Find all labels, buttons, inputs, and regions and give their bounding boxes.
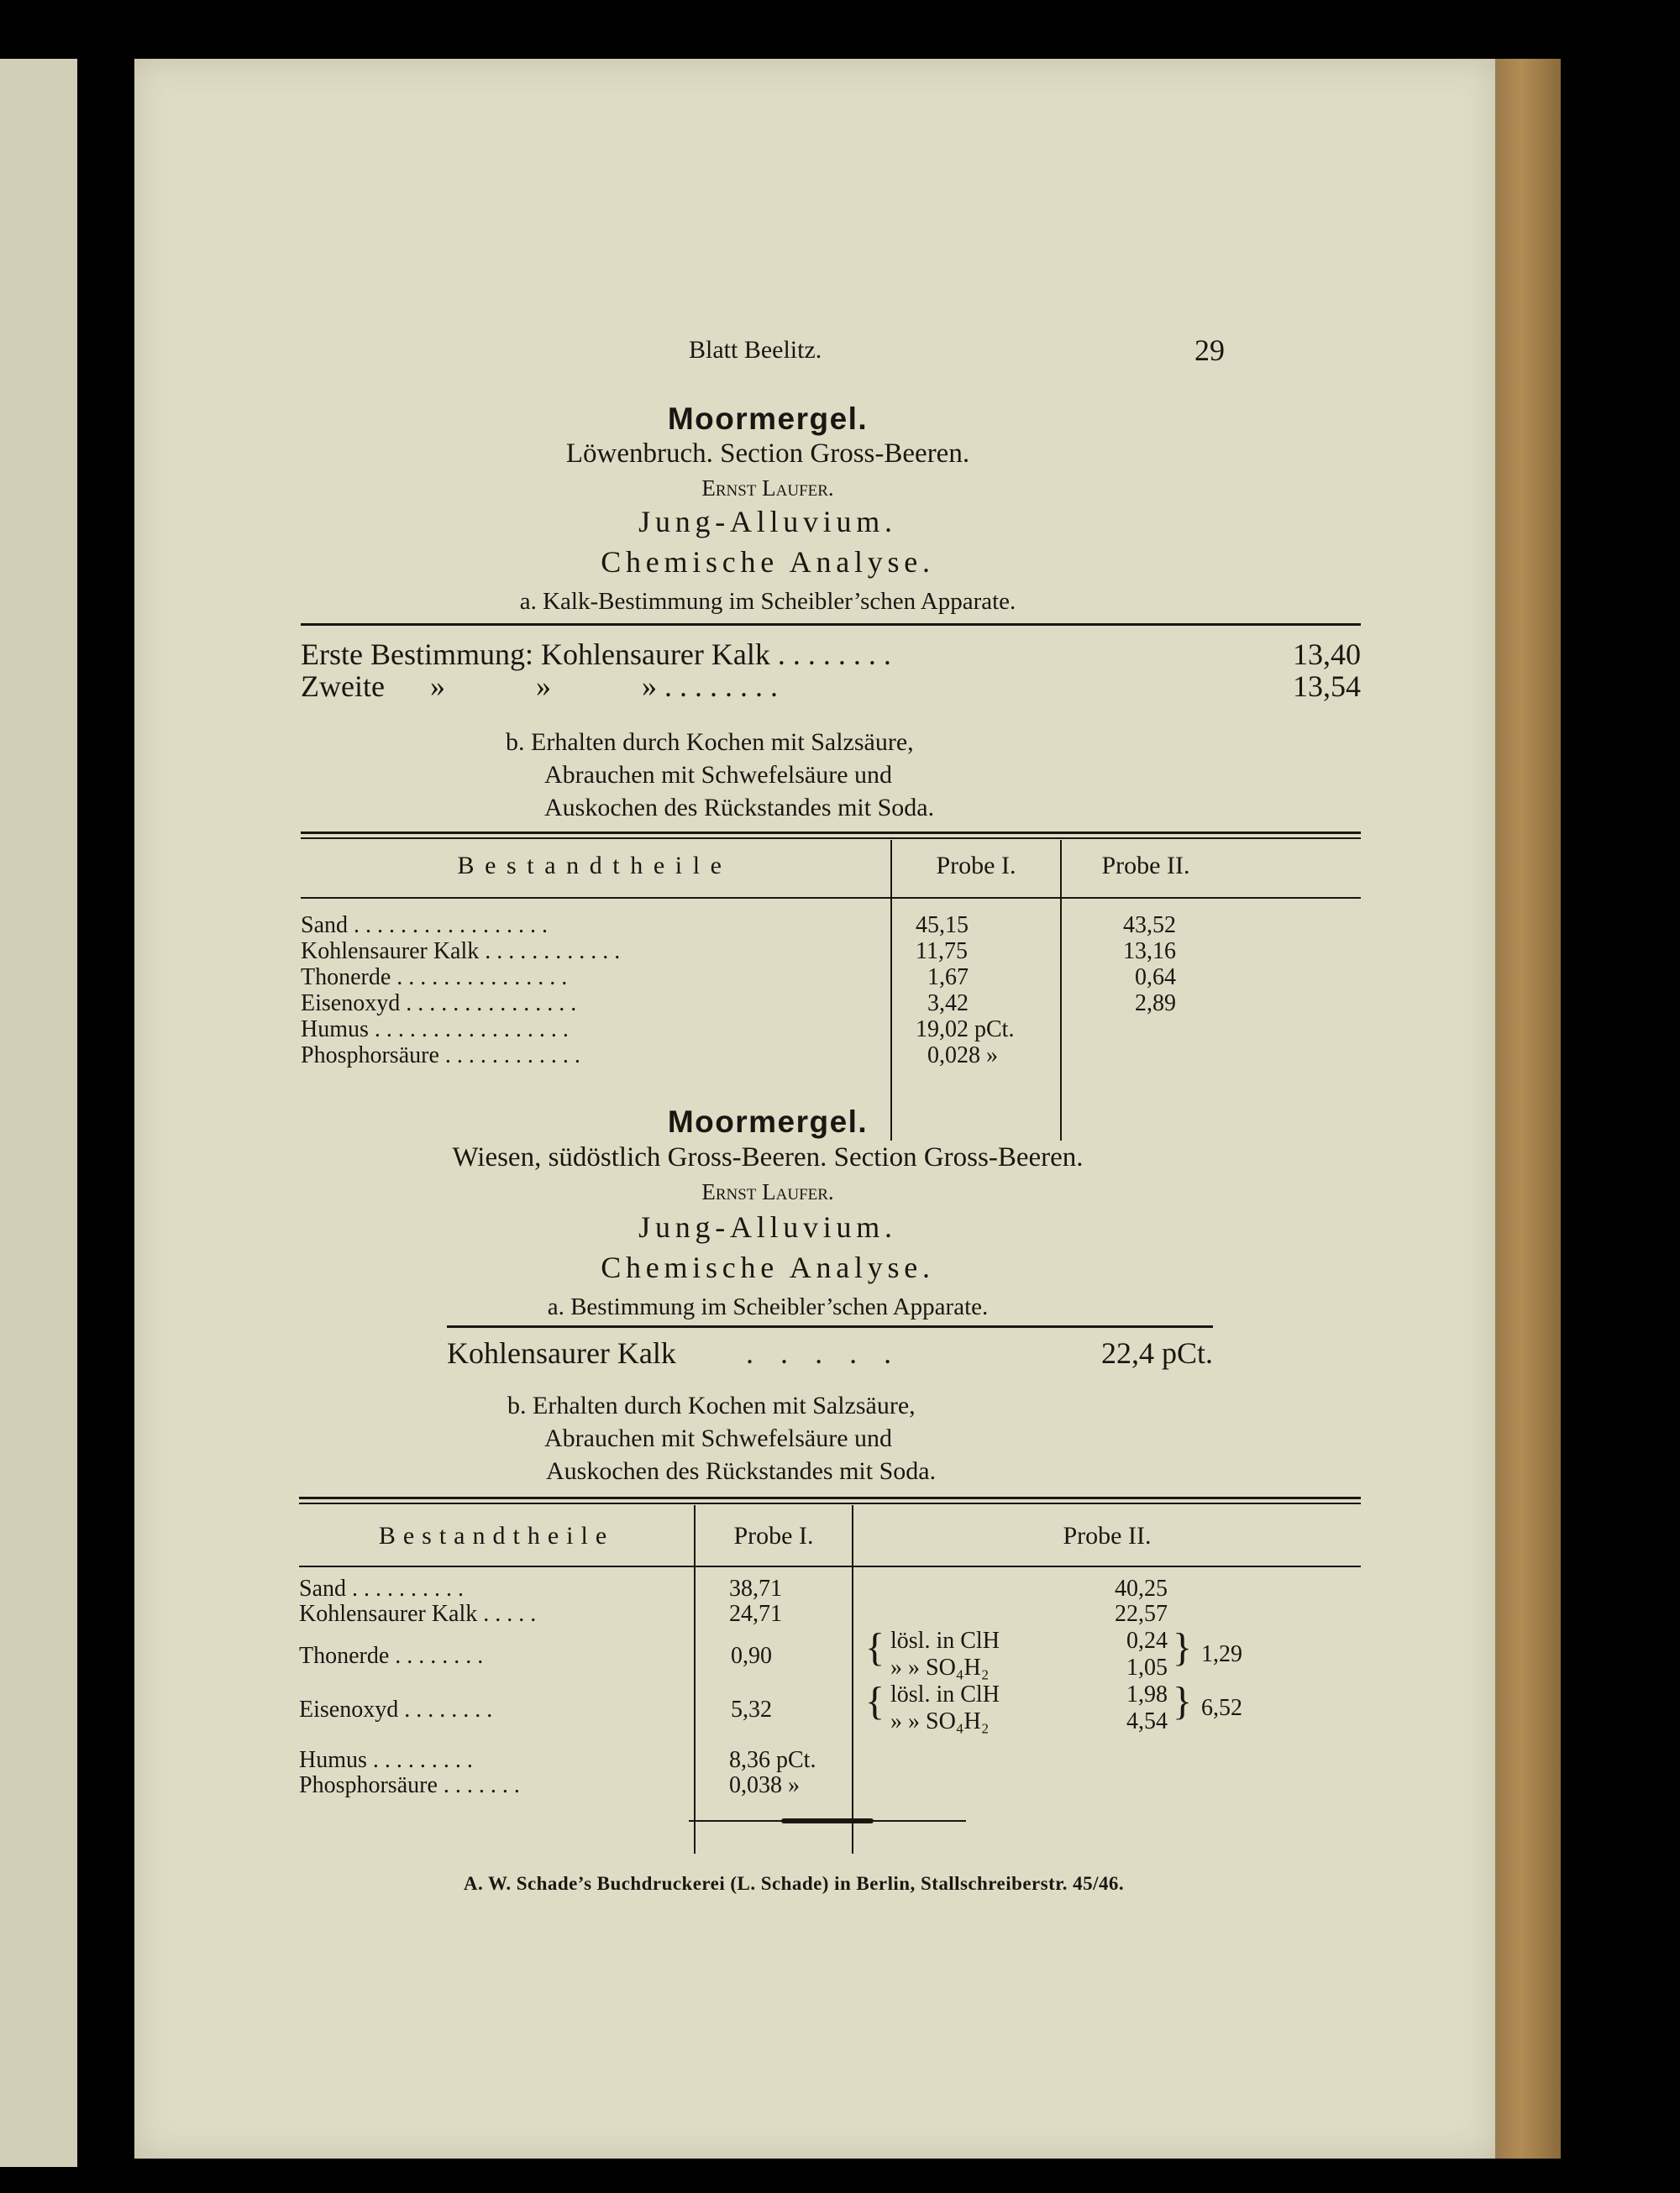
table2-label: Humus . . . . . . . . . [299,1747,473,1773]
section2-kalk-dots: . . . . . [746,1336,901,1370]
table2-rule-top-a [299,1497,1361,1499]
table1-probe2 [1075,912,1176,1016]
section2-title: Moormergel. [667,1104,869,1139]
table2-probe1-value: 38,71 [729,1576,782,1602]
table1-header-probe2: Probe II. [1101,852,1190,879]
section2-kalk-label: Kohlensaurer Kalk [447,1336,676,1370]
table1-labels [301,912,620,1068]
section1-rule-top [301,623,1361,626]
table1-rule-top-a [301,832,1361,834]
table1-probe1-value: 19,02 pCt. [916,1016,1015,1042]
table2-label: Eisenoxyd . . . . . . . . [299,1697,493,1723]
table1-label: Kohlensaurer Kalk . . . . . . . . . . . . [301,938,621,964]
section1-title: Moormergel. [667,401,869,436]
table2-label: Phosphorsäure . . . . . . . [299,1772,520,1798]
right-brace-icon: } [1173,1679,1193,1723]
table2-probe1-value: 5,32 [731,1697,772,1723]
table1-divider-1 [890,840,892,1141]
table2-total: 6,52 [1201,1695,1242,1721]
left-brace-icon: { [865,1679,885,1723]
left-brace-icon: { [865,1625,885,1670]
table1-rule-top-b [301,837,1361,839]
table1-label: Eisenoxyd . . . . . . . . . . . . . . . [301,990,577,1016]
table2-probe2-value: 22,57 [1115,1601,1168,1627]
table1-header-substance: Bestandtheile [457,852,732,879]
table2-sub-value: 1,05 [1126,1655,1168,1681]
table2-sub-text: » » SO₄H₂ [890,1708,990,1734]
table1-probe2-value: 2,89 [1135,990,1176,1016]
table1-divider-2 [1060,840,1062,1141]
section1-part-b-line1: b. Erhalten durch Kochen mit Salzsäure, [506,728,914,756]
printer-imprint: A. W. Schade’s Buchdruckerei (L. Schade) in Berlin, Stallschreiberstr. 45/46. [463,1873,1125,1894]
table1-probe2-value: 0,64 [1135,964,1176,990]
table1-label: Phosphorsäure . . . . . . . . . . . . [301,1042,580,1068]
table2-probe2-value: 40,25 [1115,1576,1168,1602]
table2-divider-1 [694,1505,696,1854]
section2-formation: Jung-Alluvium. [638,1210,897,1244]
table1-header-probe1: Probe I. [936,852,1016,879]
page-number: 29 [1194,333,1225,367]
table2-header-probe1: Probe I. [733,1522,814,1550]
kalk-row-1-label: Erste Bestimmung: Kohlensaurer Kalk . . . . . . . . [301,637,891,671]
section2-part-b-line1: b. Erhalten durch Kochen mit Salzsäure, [507,1392,916,1419]
table1-rule-header [301,897,1361,899]
kalk-row-2-value: 13,54 [1293,669,1361,703]
section2-part-b-line3: Auskochen des Rückstandes mit Soda. [546,1457,937,1485]
kalk-row-1-value: 13,40 [1293,637,1361,671]
section2-kalk-value: 22,4 pCt. [1100,1336,1213,1370]
table2-total: 1,29 [1201,1641,1242,1667]
table2-rule-top-b [299,1503,1361,1504]
table1-label: Humus . . . . . . . . . . . . . . . . . [301,1016,569,1042]
section1-author: Ernst Laufer. [701,475,834,501]
table2-sub-value: 0,24 [1126,1628,1168,1654]
section2-author: Ernst Laufer. [701,1179,834,1204]
table1-probe2-value: 13,16 [1123,938,1176,964]
table2-header-substance: Bestandtheile [378,1522,615,1550]
running-title: Blatt Beelitz. [689,336,822,364]
book-edge [1495,59,1561,2159]
table1-label: Thonerde . . . . . . . . . . . . . . . [301,964,568,990]
table1-label: Sand . . . . . . . . . . . . . . . . . [301,912,548,938]
table2-sub-text: » » SO₄H₂ [890,1655,990,1681]
table2-probe1-value: 24,71 [729,1601,782,1627]
table2-label: Kohlensaurer Kalk . . . . . [299,1601,537,1627]
table2-probe1-value: 0,038 » [729,1772,800,1798]
table2-sub-value: 4,54 [1126,1708,1168,1734]
table2-sub-value: 1,98 [1126,1681,1168,1708]
section1-part-a: a. Kalk-Bestimmung im Scheibler’schen Apparate. [519,588,1016,615]
table1-probe1-value: 45,15 [916,912,969,938]
table1-probe1 [916,912,1014,1068]
facing-page-edge [0,59,77,2167]
section1-part-b-line2: Abrauchen mit Schwefelsäure und [544,761,893,789]
table2-sub-text: lösl. in ClH [890,1628,1000,1654]
kalk-row-2-label: Zweite » » » . . . . . . . . [301,669,778,703]
table1-probe2-value: 43,52 [1123,912,1176,938]
section1-location: Löwenbruch. Section Gross-Beeren. [565,438,970,469]
section2-part-a: a. Bestimmung im Scheibler’schen Apparate. [547,1293,989,1320]
table1-probe1-value: 11,75 [916,938,968,964]
section2-rule-kalk [447,1325,1213,1328]
table2-header-probe2: Probe II. [1063,1522,1152,1550]
section2-location: Wiesen, südöstlich Gross-Beeren. Section Gross-Beeren. [452,1142,1084,1173]
right-brace-icon: } [1173,1625,1193,1670]
table2-label: Thonerde . . . . . . . . [299,1643,484,1669]
table2-divider-2 [852,1505,853,1854]
table1-probe1-value: 0,028 » [927,1042,998,1068]
book-page [134,59,1495,2159]
section2-analysis-heading: Chemische Analyse. [601,1251,935,1284]
table1-probe1-value: 3,42 [927,990,969,1016]
table2-rule-header [299,1566,1361,1567]
section1-analysis-heading: Chemische Analyse. [601,545,935,579]
section2-part-b-line2: Abrauchen mit Schwefelsäure und [544,1424,893,1452]
table2-sub-text: lösl. in ClH [890,1681,1000,1708]
end-ornament-swell [781,1818,874,1823]
table1-probe1-value: 1,67 [927,964,969,990]
section1-formation: Jung-Alluvium. [638,505,897,538]
table2-probe1-value: 0,90 [731,1643,772,1669]
section1-part-b-line3: Auskochen des Rückstandes mit Soda. [544,794,935,821]
table2-label: Sand . . . . . . . . . . [299,1576,464,1602]
table2-probe1-value: 8,36 pCt. [729,1747,816,1773]
